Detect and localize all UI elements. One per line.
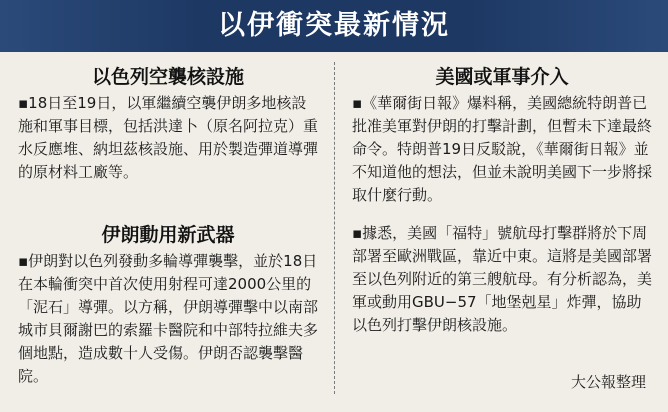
list-item-airstrikes — [18, 92, 318, 184]
source-credit: 大公報整理 — [570, 373, 646, 391]
item-text: 伊朗對以色列發動多輪導彈襲擊，並於18日在本輪衝突中首次使用射程可達2000公里的「泥石」導彈。以方稱，伊朗導彈擊中以南部城市貝爾謝巴的索羅卡醫院和中部特拉維夫多個地點，造成數十人受傷。伊朗否認襲擊醫院。 — [18, 252, 319, 385]
section-heading-airstrikes: 以色列空襲核設施 — [91, 66, 244, 88]
header-banner — [0, 0, 668, 52]
bullet-icon: ▪ — [18, 94, 29, 112]
item-text: 《華爾街日報》爆料稱，美國總統特朗普已批准美軍對伊朗的打擊計劃，但暫未下達最終命令。特朗普19日反駁說，《華爾街日報》並不知道他的想法，但並未說明美國下一步將採取什麼行動。 — [352, 94, 653, 204]
item-text: 18日至19日，以軍繼續空襲伊朗多地核設施和軍事目標，包括洪達卜（原名阿拉克）重水反應堆、納坦茲核設施、用於製造彈道導彈的原材料工廠等。 — [18, 94, 319, 181]
column-divider — [334, 62, 335, 394]
list-item-wsj-report — [352, 92, 652, 207]
page-title: 以伊衝突最新情況 — [218, 10, 450, 41]
section-heading-new-weapons: 伊朗動用新武器 — [101, 224, 235, 246]
bullet-icon: ▪ — [352, 94, 363, 112]
bullet-icon: ▪ — [18, 252, 29, 270]
list-item-carrier-deployment — [352, 222, 652, 337]
bullet-icon: ▪ — [352, 224, 363, 242]
list-item-new-weapons — [18, 250, 318, 388]
section-heading-us-intervention: 美國或軍事介入 — [435, 66, 569, 88]
item-text: 據悉，美國「福特」號航母打擊群將於下周部署至歐洲戰區，靠近中東。這將是美國部署至以色列附近的第三艘航母。有分析認為，美軍或動用GBU−57「地堡剋星」炸彈，協助以色列打擊伊朗核設施。 — [352, 224, 653, 334]
